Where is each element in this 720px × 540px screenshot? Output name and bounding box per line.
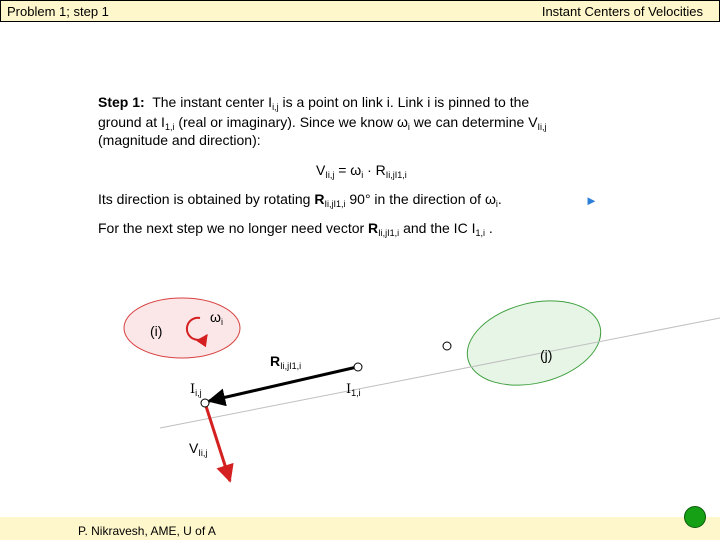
r-vector-label — [270, 353, 301, 371]
next-end: . — [484, 220, 493, 236]
line2-sub2: i — [407, 122, 410, 132]
v-sub: Ii,j — [198, 448, 208, 458]
ic-line — [160, 318, 720, 428]
line2-text: ground at I — [98, 114, 165, 130]
footer-bar — [0, 517, 720, 540]
eq-dot: · R — [363, 162, 386, 178]
next-r-sub: Ii,jI1,i — [378, 228, 400, 238]
iij-sub: i,j — [195, 388, 202, 398]
omega-symbol: ω — [210, 309, 221, 325]
dir-period: . — [497, 191, 502, 207]
slide-topic-title: Instant Centers of Velocities — [541, 4, 703, 19]
instant-center-i1i — [354, 363, 362, 371]
iij-label — [190, 380, 202, 398]
next-slide-button[interactable] — [684, 506, 706, 528]
r-sub: Ii,jI1,i — [280, 361, 302, 371]
eq-w-sub: i — [361, 170, 364, 180]
dir-r-sub: Ii,jI1,i — [324, 199, 346, 209]
dir-r: R — [314, 191, 325, 207]
link-i-label: (i) — [150, 323, 163, 339]
v-symbol: V — [189, 440, 199, 456]
dir-w-sub: i — [495, 199, 498, 209]
r-vector — [209, 367, 357, 401]
line1-text: The instant center I — [152, 94, 273, 110]
author-credit: P. Nikravesh, AME, U of A — [78, 524, 216, 538]
step-text-line3: (magnitude and direction): — [98, 132, 261, 148]
velocity-label — [189, 440, 207, 458]
next-r: R — [368, 220, 379, 236]
line2-end: we can determine V — [409, 114, 538, 130]
line1-sub: i,j — [272, 102, 279, 112]
eq-v: V — [316, 162, 326, 178]
r-symbol: R — [270, 353, 281, 369]
omega-sub: i — [220, 317, 223, 327]
dir-end: 90° in the direction of ω — [345, 191, 496, 207]
line2-sub: 1,i — [164, 122, 175, 132]
eq-v-sub: Ii,j — [325, 170, 335, 180]
i1i-symbol: I — [346, 382, 352, 397]
eq-mid: = ω — [334, 162, 362, 178]
next-mid: and the IC I — [399, 220, 476, 236]
link-j-label: (j) — [540, 347, 553, 363]
next-sub: 1,i — [475, 228, 485, 238]
instant-center-iij — [201, 399, 209, 407]
i1i-label — [346, 380, 361, 398]
problem-step-title: Problem 1; step 1 — [7, 4, 109, 19]
eq-r-sub: Ii,jI1,i — [385, 170, 407, 180]
link-i-ellipse — [124, 298, 240, 358]
link-j-ellipse — [458, 288, 609, 399]
step-label: Step 1: — [98, 94, 145, 110]
instant-center-other — [443, 342, 451, 350]
i1i-sub: 1,i — [351, 388, 361, 398]
line1-end: is a point on link i. Link i is pinned to the — [278, 94, 530, 110]
next-arrow-icon[interactable]: ► — [585, 193, 598, 208]
iij-symbol: I — [190, 382, 196, 397]
next-line: For the next step we no longer need vector — [98, 220, 369, 236]
line2-sub3: Ii,j — [537, 122, 547, 132]
omega-label — [210, 309, 223, 327]
line2-mid: (real or imaginary). Since we know ω — [174, 114, 408, 130]
dir-line: Its direction is obtained by rotating — [98, 191, 315, 207]
